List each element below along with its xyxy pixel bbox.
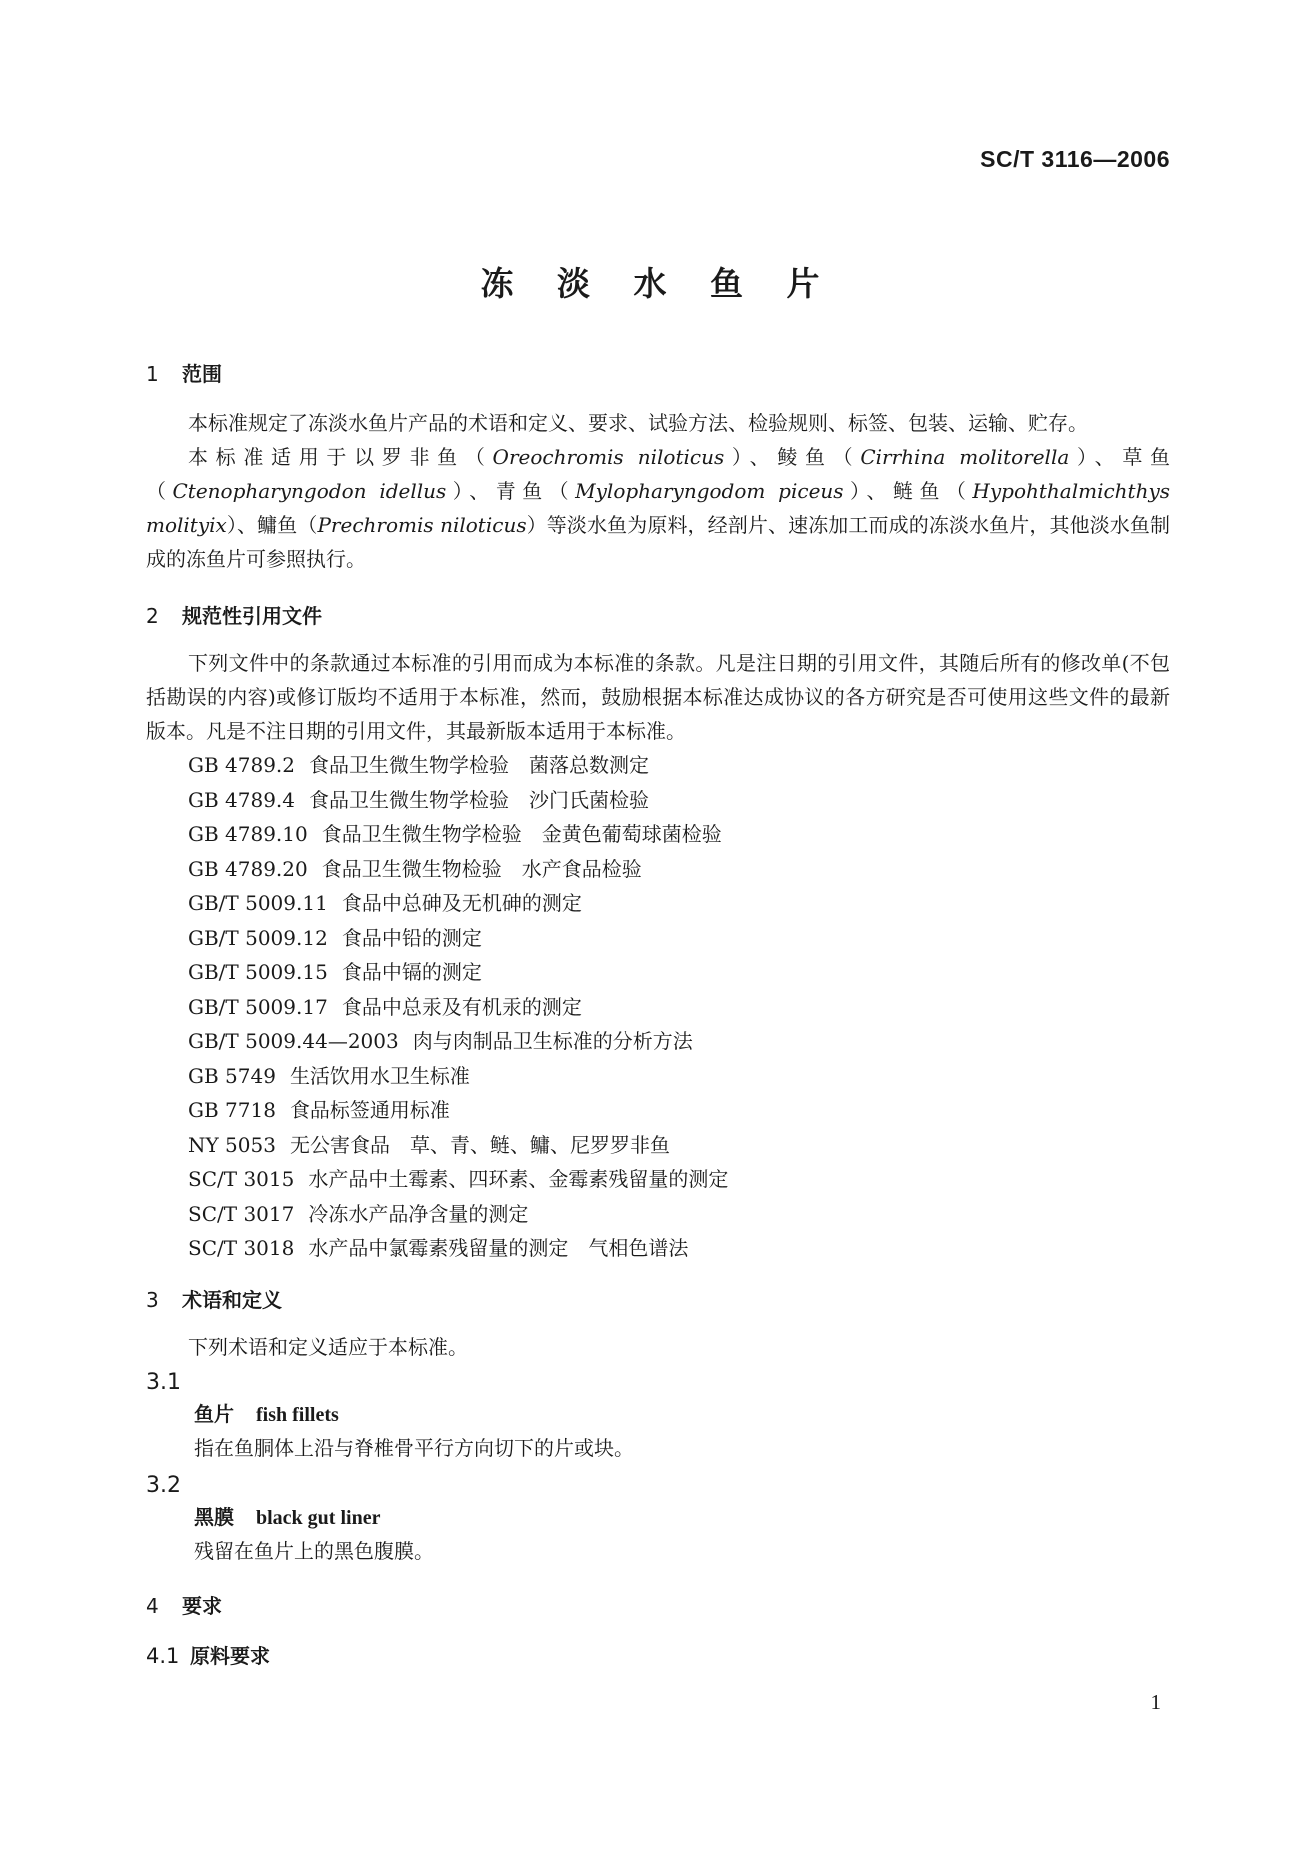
reference-code: GB 4789.10 [188,822,308,846]
section-title: 原料要求 [190,1643,270,1668]
reference-code: SC/T 3015 [188,1167,295,1191]
section-number: 2 [146,604,159,628]
term-3-2-definition: 残留在鱼片上的黑色腹膜。 [194,1538,434,1563]
reference-name: 食品中总砷及无机砷的测定 [341,891,582,915]
reference-name: 冷冻水产品净含量的测定 [308,1201,529,1226]
reference-code: GB 5749 [188,1063,276,1088]
reference-code: GB 7718 [188,1098,276,1122]
reference-code: GB/T 5009.12 [188,925,328,950]
reference-code: GB/T 5009.11 [188,891,328,915]
reference-name: 食品卫生微生物检验 水产食品检验 [321,856,642,881]
species-name: Cirrhina molitorella [860,445,1070,469]
reference-name: 水产品中氯霉素残留量的测定 气相色谱法 [308,1236,689,1260]
reference-code: NY 5053 [188,1132,276,1157]
reference-name: 肉与肉制品卫生标准的分析方法 [412,1029,693,1053]
reference-name: 食品标签通用标准 [289,1098,450,1122]
reference-code: SC/T 3017 [188,1201,295,1226]
reference-code: GB/T 5009.15 [188,960,328,984]
reference-item [188,1093,1170,1128]
term-cn: 鱼片 [194,1401,234,1426]
reference-item [188,1162,1170,1197]
reference-item [188,1197,1170,1232]
reference-name: 食品中铅的测定 [341,925,482,950]
reference-item [188,852,1170,887]
section-1-heading [146,360,1170,388]
section-title: 范围 [182,362,222,386]
term-3-2 [146,1501,1170,1534]
reference-code: SC/T 3018 [188,1236,295,1260]
references-intro: 下列文件中的条款通过本标准的引用而成为本标准的条款。凡是注日期的引用文件，其随后所有的修改单(不包括勘误的内容)或修订版均不适用于本标准，然而，鼓励根据本标准达成协议的各方研究是否可使用这些文件的最新版本。凡是不注日期的引用文件，其最新版本适用于本标准。 [146,651,1170,743]
reference-name: 无公害食品 草、青、鲢、鳙、尼罗罗非鱼 [289,1132,670,1157]
species-name: Oreochromis niloticus [492,445,725,469]
section-3-heading [146,1286,1170,1314]
document-title: 冻 淡 水 鱼 片 [480,264,836,303]
term-3-1 [146,1398,1170,1431]
reference-name: 食品卫生微生物学检验 沙门氏菌检验 [309,787,650,812]
species-name: Ctenopharyngodon idellus [172,479,447,503]
reference-name: 食品卫生微生物学检验 金黄色葡萄球菌检验 [321,822,722,846]
species-name: Prechromis niloticus [317,513,527,537]
document-body [146,360,1170,1670]
species-name: Mylopharyngodom piceus [575,479,844,503]
reference-item [188,1024,1170,1059]
reference-name: 食品中镉的测定 [341,960,482,984]
reference-item [188,990,1170,1025]
section-number: 4.1 [146,1643,180,1668]
reference-code: GB 4789.2 [188,753,296,777]
term-3-2-number: 3.2 [146,1472,181,1498]
reference-item [188,1231,1170,1266]
section-number: 4 [146,1593,159,1618]
section-number: 1 [146,362,159,386]
reference-code: GB/T 5009.44—2003 [188,1029,399,1053]
species-name: Hypohthalmichthys molityix [146,479,1171,537]
term-en: black gut liner [256,1506,381,1529]
term-cn: 黑膜 [194,1504,234,1529]
reference-list [146,748,1170,1266]
reference-name: 食品卫生微生物学检验 菌落总数测定 [309,753,650,777]
section-4-heading [146,1592,1170,1620]
reference-item [188,748,1170,783]
scope-paragraph-2: 本标准适用于以罗非鱼（Oreochromis niloticus）、鲮鱼（Cirrhina molitorella）、草鱼（Ctenopharyngodon idellus）、青鱼（Mylopharyngodom piceus）、鲢鱼（Hypohthalmichthys molityix）、鳙鱼（Prechromis niloticus）等淡水鱼为原料，经剖片、速冻加工而成的冻淡水鱼片，其他淡水鱼制成的冻鱼片可参照执行。 [146,445,1171,571]
reference-name: 水产品中土霉素、四环素、金霉素残留量的测定 [308,1167,729,1191]
section-title: 术语和定义 [182,1287,282,1312]
reference-code: GB 4789.20 [188,856,308,881]
scope-paragraph-1: 本标准规定了冻淡水鱼片产品的术语和定义、要求、试验方法、检验规则、标签、包装、运输、贮存。 [188,411,1088,435]
section-number: 3 [146,1287,159,1312]
section-title: 要求 [182,1593,222,1618]
reference-item [188,817,1170,852]
reference-item [188,955,1170,990]
term-3-1-number: 3.1 [146,1369,181,1395]
standard-code: SC/T 3116—2006 [980,146,1170,172]
term-en: fish fillets [256,1403,339,1426]
section-4-1-heading [146,1642,1170,1670]
reference-item [188,1059,1170,1094]
section-2-heading [146,602,1170,630]
reference-name: 食品中总汞及有机汞的测定 [341,994,582,1019]
reference-name: 生活饮用水卫生标准 [289,1063,470,1088]
reference-code: GB/T 5009.17 [188,994,328,1019]
reference-item [188,921,1170,956]
terms-intro: 下列术语和定义适应于本标准。 [188,1334,468,1359]
page-number: 1 [1150,1690,1161,1714]
section-title: 规范性引用文件 [182,604,322,628]
reference-item [188,783,1170,818]
reference-item [188,1128,1170,1163]
reference-code: GB 4789.4 [188,787,296,812]
term-3-1-definition: 指在鱼胴体上沿与脊椎骨平行方向切下的片或块。 [194,1435,634,1460]
reference-item [188,886,1170,921]
